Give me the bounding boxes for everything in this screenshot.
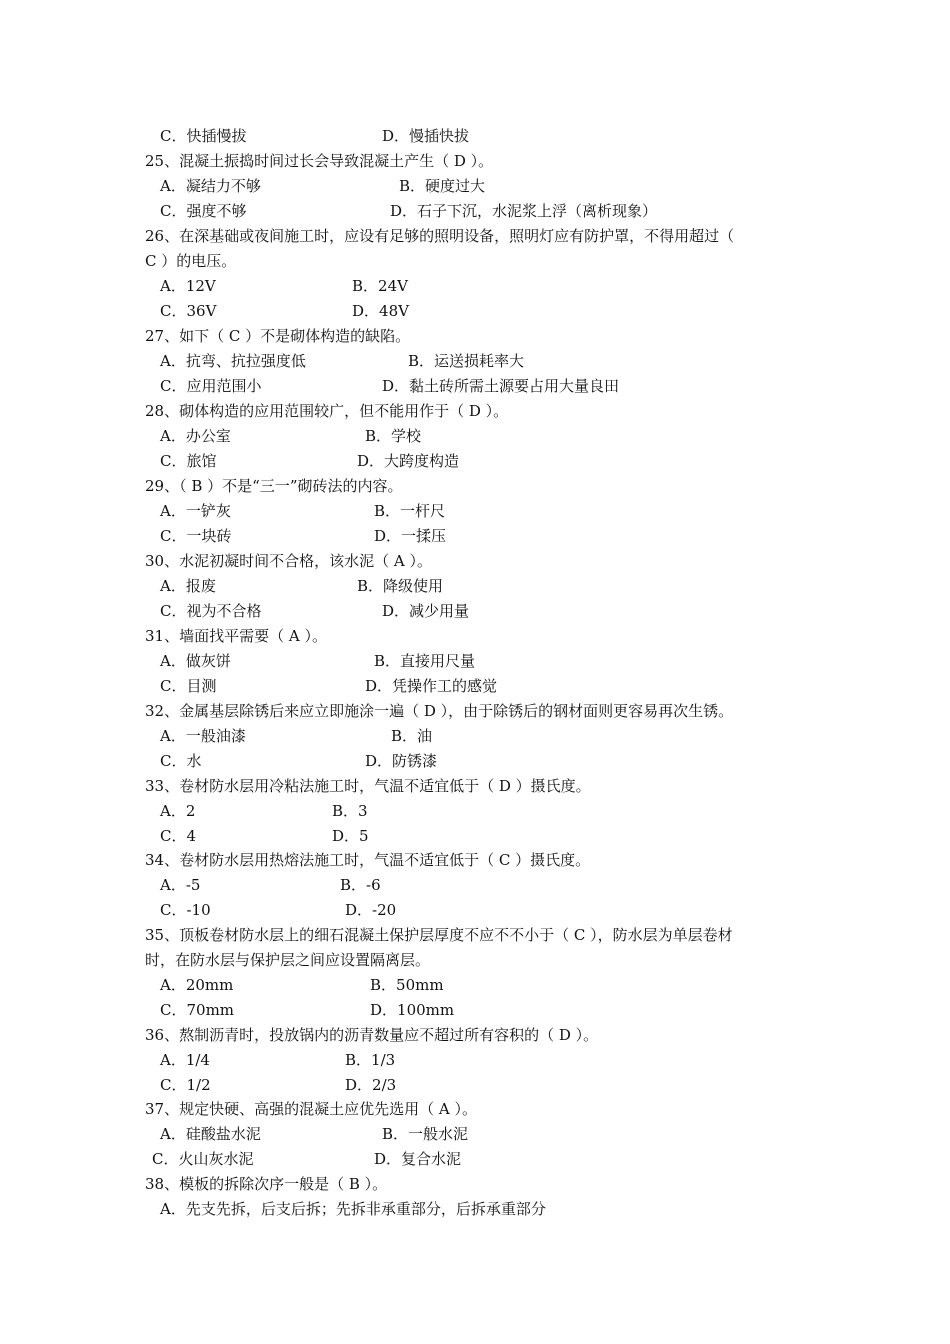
q27-option-a: A．抗弯、抗拉强度低 xyxy=(160,352,306,370)
q31-option-c: C．目测 xyxy=(160,677,217,695)
q32-option-c: C．水 xyxy=(160,752,202,770)
question-26: 26、在深基础或夜间施工时，应设有足够的照明设备，照明灯应有防护罩，不得用超过（ xyxy=(145,227,735,245)
q35-option-b: B．50mm xyxy=(370,976,444,994)
question-31: 31、墙面找平需要（ A ）。 xyxy=(145,627,327,645)
q26-option-c: C．36V xyxy=(160,302,217,320)
q29-option-c: C．一块砖 xyxy=(160,527,232,545)
q31-option-b: B．直接用尺量 xyxy=(374,652,476,670)
q31-option-a: A．做灰饼 xyxy=(160,652,231,670)
question-32: 32、金属基层除锈后来应立即施涂一遍（ D ），由于除锈后的钢材面则更容易再次生锈。 xyxy=(145,702,734,720)
q25-option-a: A．凝结力不够 xyxy=(160,177,261,195)
q26-option-d: D．48V xyxy=(352,302,409,320)
question-29: 29、（ B ）不是“三一”砌砖法的内容。 xyxy=(145,477,403,495)
q30-option-a: A．报废 xyxy=(160,577,216,595)
q30-option-d: D．减少用量 xyxy=(382,602,470,620)
question-34: 34、卷材防水层用热熔法施工时，气温不适宜低于（ C ）摄氏度。 xyxy=(145,851,591,869)
q34-option-b: B．-6 xyxy=(340,876,381,894)
q27-option-d: D．黏土砖所需土源要占用大量良田 xyxy=(382,377,620,395)
q34-option-a: A．-5 xyxy=(160,876,201,894)
option-d-prev: D．慢插快拔 xyxy=(382,127,470,145)
question-35: 35、顶板卷材防水层上的细石混凝土保护层厚度不应不不小于（ C ），防水层为单层卷材 xyxy=(145,926,733,944)
q35-option-d: D．100mm xyxy=(370,1001,455,1019)
q36-option-d: D．2/3 xyxy=(345,1076,397,1094)
question-26-cont: C ）的电压。 xyxy=(145,252,237,270)
q36-option-b: B．1/3 xyxy=(345,1051,396,1069)
q29-option-a: A．一铲灰 xyxy=(160,502,231,520)
q35-option-c: C．70mm xyxy=(160,1001,235,1019)
q32-option-b: B．油 xyxy=(391,727,433,745)
q36-option-c: C．1/2 xyxy=(160,1076,211,1094)
q30-option-b: B．降级使用 xyxy=(357,577,444,595)
q32-option-a: A．一般油漆 xyxy=(160,727,246,745)
question-25: 25、混凝土振捣时间过长会导致混凝土产生（ D ）。 xyxy=(145,152,494,170)
q25-option-b: B．硬度过大 xyxy=(399,177,486,195)
q30-option-c: C．视为不合格 xyxy=(160,602,262,620)
option-c-prev: C．快插慢拔 xyxy=(160,127,247,145)
q26-option-a: A．12V xyxy=(160,277,216,295)
q31-option-d: D．凭操作工的感觉 xyxy=(365,677,498,695)
q33-option-a: A．2 xyxy=(160,802,196,820)
q37-option-c: C．火山灰水泥 xyxy=(152,1150,254,1168)
q37-option-a: A．硅酸盐水泥 xyxy=(160,1125,261,1143)
question-37: 37、规定快硬、高强的混凝土应优先选用（ A ）。 xyxy=(145,1100,477,1118)
q33-option-c: C．4 xyxy=(160,827,197,845)
question-27: 27、如下（ C ）不是砌体构造的缺陷。 xyxy=(145,327,411,345)
q34-option-d: D．-20 xyxy=(345,901,397,919)
q32-option-d: D．防锈漆 xyxy=(365,752,438,770)
q33-option-b: B．3 xyxy=(332,802,368,820)
q37-option-d: D．复合水泥 xyxy=(374,1150,462,1168)
question-30: 30、水泥初凝时间不合格，该水泥（ A ）。 xyxy=(145,552,432,570)
q25-option-c: C．强度不够 xyxy=(160,202,247,220)
q36-option-a: A．1/4 xyxy=(160,1051,210,1069)
q28-option-d: D．大跨度构造 xyxy=(357,452,460,470)
q38-option-a: A．先支先拆，后支后拆；先拆非承重部分，后拆承重部分 xyxy=(160,1200,546,1218)
q27-option-b: B．运送损耗率大 xyxy=(408,352,525,370)
q26-option-b: B．24V xyxy=(352,277,408,295)
q29-option-d: D．一揉压 xyxy=(374,527,447,545)
q25-option-d: D．石子下沉，水泥浆上浮（离析现象） xyxy=(390,202,658,220)
question-33: 33、卷材防水层用冷粘法施工时，气温不适宜低于（ D ）摄氏度。 xyxy=(145,777,591,795)
q28-option-a: A．办公室 xyxy=(160,427,231,445)
q27-option-c: C．应用范围小 xyxy=(160,377,262,395)
question-36: 36、熬制沥青时，投放锅内的沥青数量应不超过所有容积的（ D ）。 xyxy=(145,1026,599,1044)
q34-option-c: C．-10 xyxy=(160,901,211,919)
question-35-cont: 时，在防水层与保护层之间应设置隔离层。 xyxy=(145,951,431,969)
question-28: 28、砌体构造的应用范围较广，但不能用作于（ D ）。 xyxy=(145,402,509,420)
q37-option-b: B．一般水泥 xyxy=(382,1125,469,1143)
q28-option-c: C．旅馆 xyxy=(160,452,217,470)
q29-option-b: B．一杆尺 xyxy=(374,502,446,520)
q33-option-d: D．5 xyxy=(332,827,369,845)
q28-option-b: B．学校 xyxy=(365,427,422,445)
q35-option-a: A．20mm xyxy=(160,976,234,994)
question-38: 38、模板的拆除次序一般是（ B ）。 xyxy=(145,1175,388,1193)
